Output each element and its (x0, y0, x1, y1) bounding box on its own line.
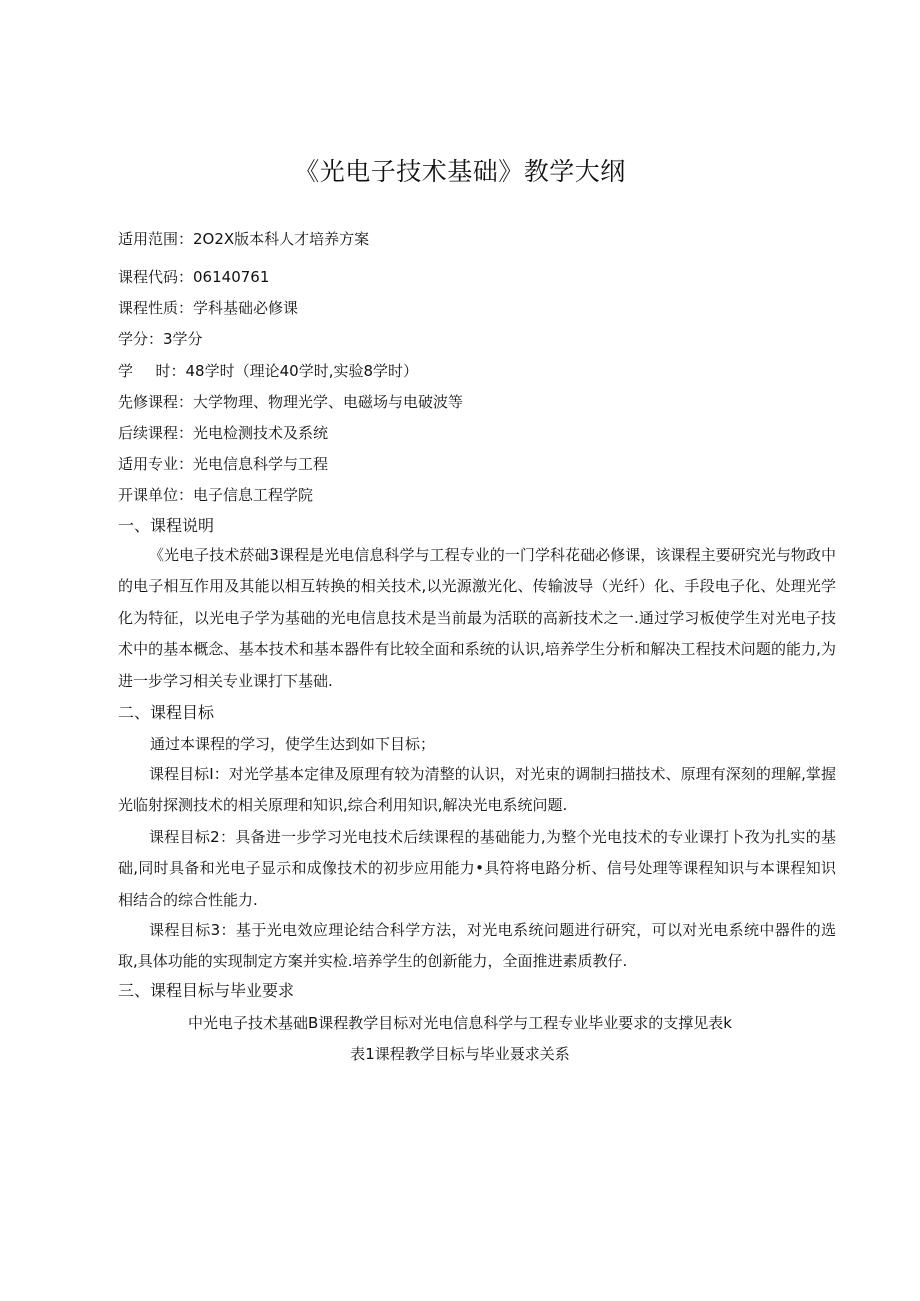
meta-label: 课程性质： (118, 299, 194, 317)
document-title: 《光电子技术基础》教学大纲 (294, 157, 626, 186)
section1-heading: 一、课程说明 (118, 516, 215, 535)
meta-value: 2O2X版本科人才培养方案 (193, 230, 370, 248)
meta-value: 48学时（理论40学时,实验8学时） (185, 362, 419, 380)
meta-label: 先修课程： (118, 393, 194, 411)
goal-3: 课程目标3：基于光电效应理论结合科学方法，对光电系统问题进行研究，可以对光电系统中器件的选取,具体功能的实现制定方案并实检.培养学生的创新能力，全面推进素质教仔. (118, 921, 836, 971)
meta-value: 06140761 (193, 268, 270, 286)
section3-statement: 中光电子技术基础B课程教学目标对光电信息科学与工程专业毕业要求的支撑见表k (188, 1014, 732, 1032)
meta-course-nature (118, 297, 298, 319)
meta-label: 课程代码： (118, 268, 194, 286)
meta-label: 后续课程： (118, 424, 194, 442)
meta-hours (118, 360, 418, 382)
meta-prerequisites (118, 391, 463, 413)
meta-scope (118, 228, 369, 250)
meta-major (118, 453, 328, 475)
section2-heading: 二、课程目标 (118, 703, 215, 722)
meta-department (118, 484, 313, 506)
goal-1: 课程目标I：对光学基本定律及原理有较为清整的认识，对光束的调制扫描技术、原理有深刻的理解,掌握光临射探测技术的相关原理和知识,综合利用知识,解决光电系统问题. (118, 765, 836, 815)
meta-value: 光电信息科学与工程 (193, 455, 329, 473)
meta-label: 开课单位： (118, 486, 194, 504)
meta-label: 适用范围： (118, 230, 194, 248)
meta-follow-up (118, 422, 328, 444)
meta-label: 适用专业： (118, 455, 194, 473)
meta-label: 学分： (118, 330, 164, 348)
meta-value: 学科基础必修课 (193, 299, 299, 317)
meta-value: 3学分 (163, 330, 203, 348)
meta-course-code (118, 266, 269, 288)
meta-value: 大学物理、物理光学、电磁场与电破波等 (193, 393, 464, 411)
section1-body: 《光电子技术菸础3课程是光电信息科学与工程专业的一门学科花础必修课，该课程主要研究光与物政中的电子相互作用及其能以相互转换的相关技术,以光源激光化、传输波导（光纤）化、手段电子化、处理光学化为特征，以光电子学为基础的光电信息技术是当前最为活联的高新技术之一.通过学习板使学生对光电子技术中的基本概念、基本技术和基本器件有比较全面和系统的认识,培养学生分析和解决工程技术问题的能力,为进一步学习相关专业课打下基础. (118, 546, 836, 690)
meta-label: 学 时： (118, 362, 186, 380)
section2-intro: 通过本课程的学习，使学生达到如下目标； (150, 735, 436, 753)
meta-value: 光电检测技术及系统 (193, 424, 329, 442)
goal-2: 课程目标2：具备进一步学习光电技术后续课程的基础能力,为整个光电技术的专业课打卜孜为扎实的基础,同时具备和光电子显示和成像技术的初步应用能力•具符将电路分析、信号处理等课程知识与本课程知识相结合的综合性能力. (118, 828, 836, 909)
section3-heading: 三、课程目标与毕业要求 (118, 981, 295, 1000)
meta-credits (118, 328, 203, 350)
table-caption: 表1课程教学目标与毕业聂求关系 (350, 1045, 570, 1063)
meta-value: 电子信息工程学院 (193, 486, 314, 504)
